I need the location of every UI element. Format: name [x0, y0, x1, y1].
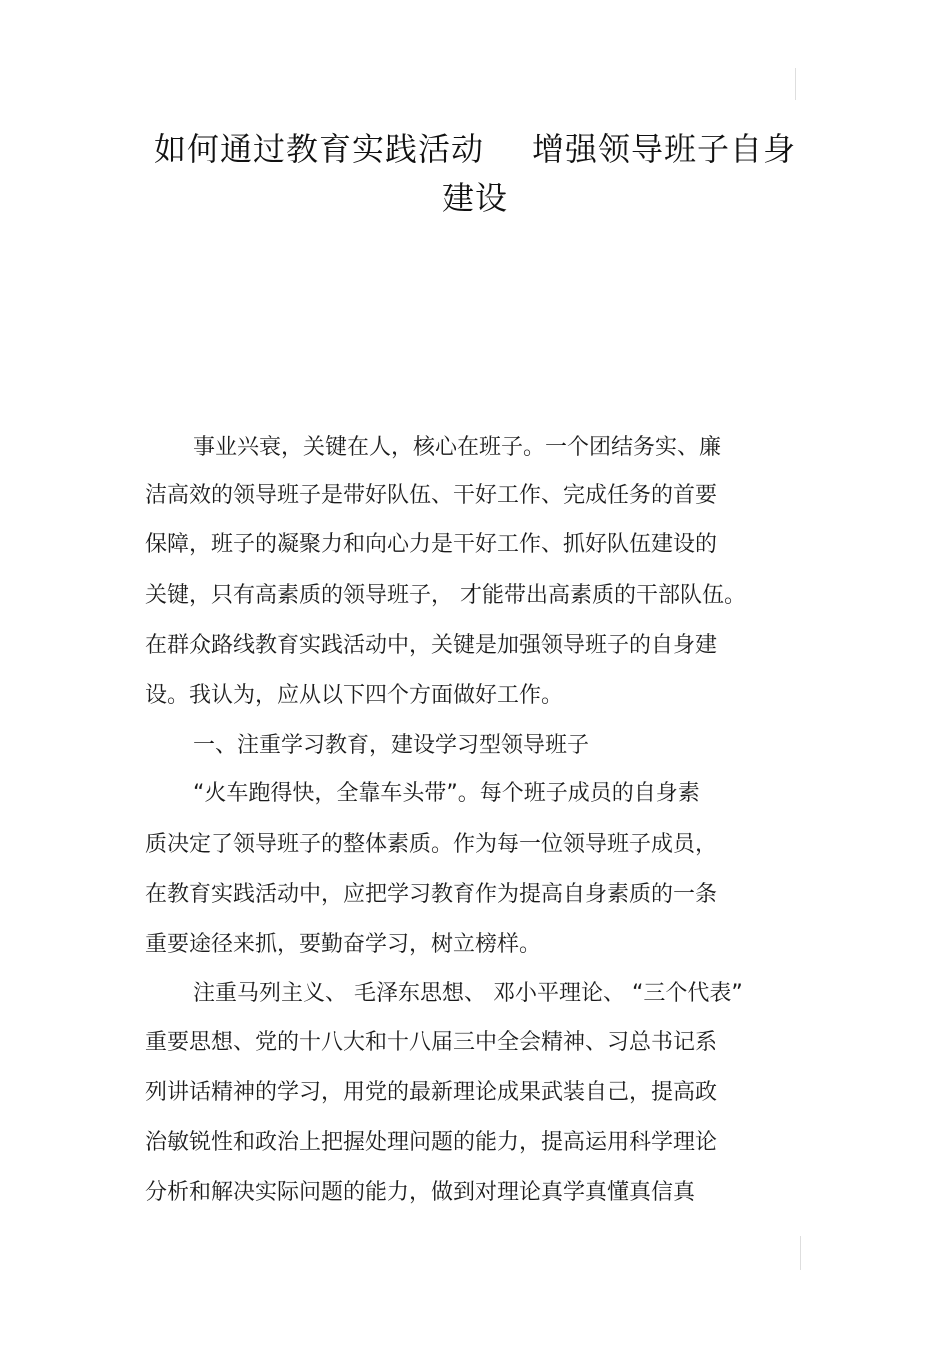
body-line: 在教育实践活动中，应把学习教育作为提高自身素质的一条: [145, 882, 718, 907]
body-line: 保障，班子的凝聚力和向心力是干好工作、抓好队伍建设的: [145, 532, 718, 557]
body-line: 注重马列主义、 毛泽东思想、 邓小平理论、 “三个代表”: [193, 981, 743, 1006]
body-line: “火车跑得快，全靠车头带”。每个班子成员的自身素: [193, 781, 700, 806]
title-part-2: 增强领导班子自身: [532, 130, 797, 168]
body-line: 关键，只有高素质的领导班子， 才能带出高素质的干部队伍。: [145, 583, 746, 608]
body-line: 在群众路线教育实践活动中，关键是加强领导班子的自身建: [145, 633, 718, 658]
margin-mark-top: [795, 68, 796, 100]
section-heading: 一、注重学习教育，建设学习型领导班子: [193, 733, 590, 758]
body-line: 设。我认为，应从以下四个方面做好工作。: [145, 683, 564, 708]
body-line: 治敏锐性和政治上把握处理问题的能力，提高运用科学理论: [145, 1130, 718, 1155]
body-line: 重要思想、党的十八大和十八届三中全会精神、习总书记系: [145, 1030, 718, 1055]
body-line: 重要途径来抓，要勤奋学习，树立榜样。: [145, 932, 542, 957]
document-title-line-2: 建设: [441, 179, 508, 217]
body-line: 列讲话精神的学习，用党的最新理论成果武装自己，提高政: [145, 1080, 718, 1105]
document-title-line-1: [0, 124, 950, 170]
body-line: 洁高效的领导班子是带好队伍、干好工作、完成任务的首要: [145, 483, 718, 508]
margin-mark-bottom: [800, 1236, 801, 1270]
body-line: 质决定了领导班子的整体素质。作为每一位领导班子成员，: [145, 832, 718, 857]
body-line: 事业兴衰，关键在人，核心在班子。一个团结务实、廉: [193, 435, 722, 460]
body-line: 分析和解决实际问题的能力，做到对理论真学真懂真信真: [145, 1180, 696, 1205]
title-part-1: 如何通过教育实践活动: [153, 130, 484, 168]
